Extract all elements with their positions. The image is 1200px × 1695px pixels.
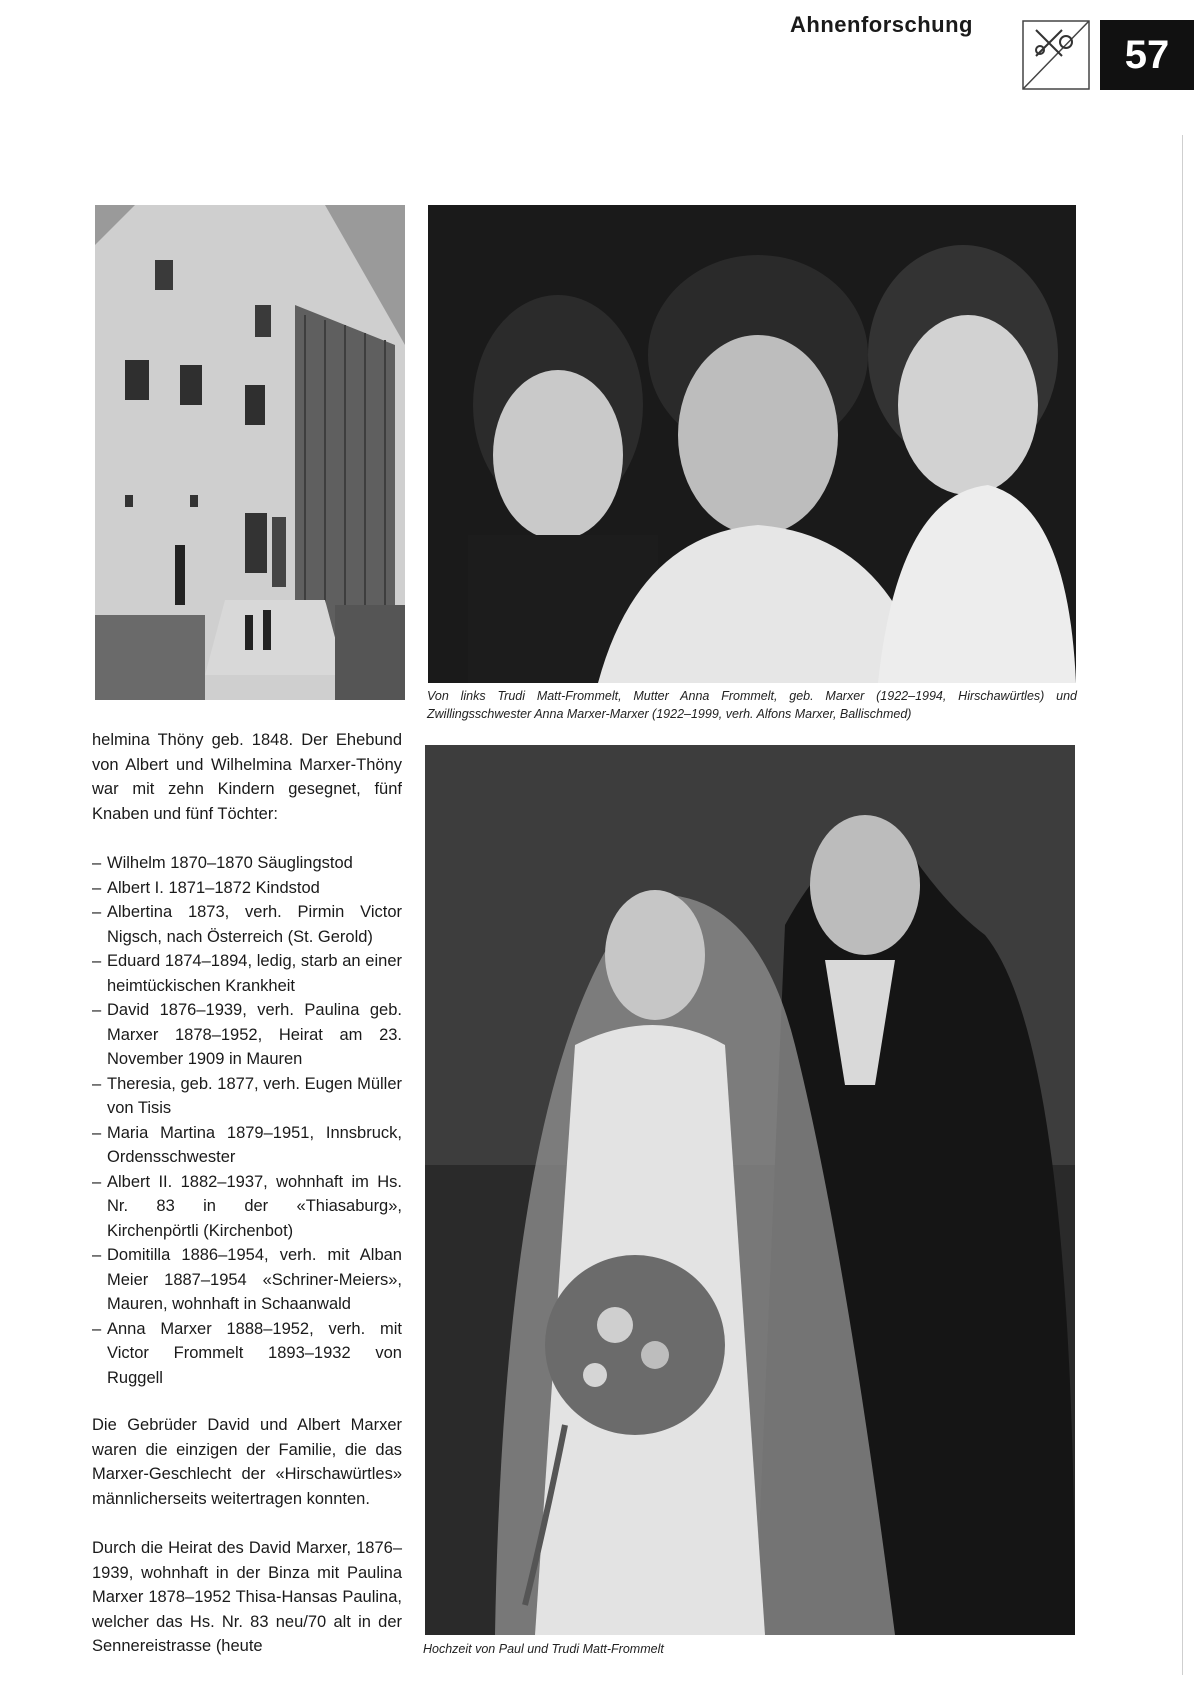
list-item: – Theresia, geb. 1877, verh. Eugen Müller von Tisis: [92, 1072, 402, 1121]
crossed-keys-emblem-icon: [1022, 20, 1090, 90]
portrait-caption: Von links Trudi Matt-Frommelt, Mutter Anna Frommelt, geb. Marxer (1922–1994, Hirschawürtles) und Zwillingsschwester Anna Marxer-Marxer (1922–1999, verh. Alfons Marxer, Ballischmed): [427, 689, 1077, 721]
list-item: – Albert II. 1882–1937, wohnhaft im Hs. Nr. 83 in der «Thiasaburg», Kirchenpörtli (Kirchenbot): [92, 1170, 402, 1244]
wedding-photo: [425, 745, 1075, 1635]
house-photo-icon: [95, 205, 405, 700]
paragraph-marriage: Durch die Heirat des David Marxer, 1876–1939, wohnhaft in der Binza mit Paulina Marxer 1878–1952 Thisa-Hansas Paulina, welcher das Hs. Nr. 83 neu/70 alt in der Sennereistrasse (heute: [92, 1539, 402, 1655]
page-number: 57: [1100, 20, 1194, 90]
list-item: – Domitilla 1886–1954, verh. mit Alban Meier 1887–1954 «Schriner-Meiers», Mauren, wohnhaft in Schaanwald: [92, 1243, 402, 1317]
list-item: – Maria Martina 1879–1951, Innsbruck, Ordensschwester: [92, 1121, 402, 1170]
list-item: – Albert I. 1871–1872 Kindstod: [92, 876, 402, 901]
intro-paragraph: helmina Thöny geb. 1848. Der Ehebund von Albert und Wilhelmina Marxer-Thöny war mit zehn Kindern gesegnet, fünf Knaben und fünf Töchter:: [92, 731, 402, 823]
list-item: – Eduard 1874–1894, ledig, starb an einer heimtückischen Krankheit: [92, 949, 402, 998]
section-title: Ahnenforschung: [790, 12, 973, 37]
list-item: – David 1876–1939, verh. Paulina geb. Marxer 1878–1952, Heirat am 23. November 1909 in Mauren: [92, 998, 402, 1072]
wedding-couple-photo-icon: [425, 745, 1075, 1635]
wedding-caption: Hochzeit von Paul und Trudi Matt-Frommelt: [423, 1642, 664, 1656]
list-item: – Wilhelm 1870–1870 Säuglingstod: [92, 851, 402, 876]
paragraph-brothers: Die Gebrüder David und Albert Marxer waren die einzigen der Familie, die das Marxer-Geschlecht der «Hirschawürtles» männlicherseits weitertragen konnten.: [92, 1416, 402, 1508]
house-photo: [95, 205, 405, 700]
portrait-photo: [428, 205, 1076, 683]
page-edge-rule: [1182, 135, 1183, 1675]
list-item: – Anna Marxer 1888–1952, verh. mit Victor Frommelt 1893–1932 von Ruggell: [92, 1317, 402, 1391]
three-women-portrait-photo-icon: [428, 205, 1076, 683]
list-item: – Albertina 1873, verh. Pirmin Victor Nigsch, nach Österreich (St. Gerold): [92, 900, 402, 949]
children-list: [92, 851, 402, 1390]
